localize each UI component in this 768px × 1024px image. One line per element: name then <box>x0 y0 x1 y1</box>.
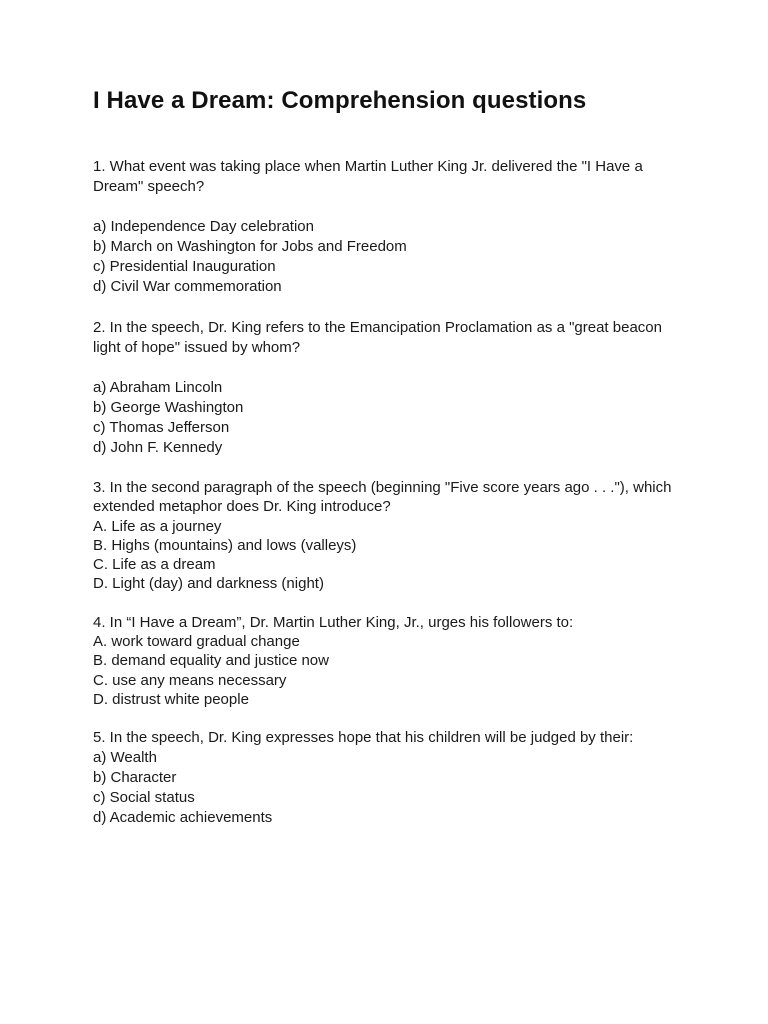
answer-option: B. demand equality and justice now <box>93 652 329 670</box>
answer-options <box>93 217 693 297</box>
question-1 <box>93 157 693 297</box>
answer-option: d) Civil War commemoration <box>93 278 282 295</box>
document-page <box>93 86 693 828</box>
answer-option: A. Life as a journey <box>93 517 222 535</box>
question-2 <box>93 318 693 458</box>
answer-options <box>93 748 693 828</box>
answer-option: a) Independence Day celebration <box>93 218 314 235</box>
question-text: 4. In “I Have a Dream”, Dr. Martin Luther King, Jr., urges his followers to: <box>93 613 574 631</box>
answer-option: c) Thomas Jefferson <box>93 419 230 436</box>
question-4 <box>93 613 693 709</box>
question-text: 3. In the second paragraph of the speech (beginning "Five score years ago . . ."), which extended metaphor does Dr. King introduce? <box>93 479 672 516</box>
question-text: 1. What event was taking place when Martin Luther King Jr. delivered the "I Have a Dream" speech? <box>93 158 643 195</box>
answer-option: c) Presidential Inauguration <box>93 258 276 275</box>
answer-option: C. Life as a dream <box>93 556 216 574</box>
question-text: 2. In the speech, Dr. King refers to the Emancipation Proclamation as a "great beacon light of hope" issued by whom? <box>93 319 662 356</box>
answer-option: C. use any means necessary <box>93 671 287 689</box>
answer-option: B. Highs (mountains) and lows (valleys) <box>93 536 357 554</box>
answer-option: c) Social status <box>93 788 195 806</box>
answer-option: b) Character <box>93 768 177 786</box>
answer-option: D. Light (day) and darkness (night) <box>93 575 324 593</box>
answer-option: D. distrust white people <box>93 690 249 708</box>
answer-option: d) John F. Kennedy <box>93 439 223 456</box>
question-5 <box>93 728 693 827</box>
question-3 <box>93 478 693 594</box>
page-title: I Have a Dream: Comprehension questions <box>93 87 587 114</box>
answer-option: A. work toward gradual change <box>93 633 300 651</box>
answer-options <box>93 378 693 458</box>
answer-options <box>93 632 693 709</box>
answer-option: a) Wealth <box>93 748 157 766</box>
answer-option: a) Abraham Lincoln <box>93 379 223 396</box>
answer-option: d) Academic achievements <box>93 808 273 826</box>
answer-options <box>93 517 693 594</box>
answer-option: b) George Washington <box>93 399 244 416</box>
answer-option: b) March on Washington for Jobs and Freedom <box>93 238 407 255</box>
question-text: 5. In the speech, Dr. King expresses hope that his children will be judged by their: <box>93 729 634 747</box>
